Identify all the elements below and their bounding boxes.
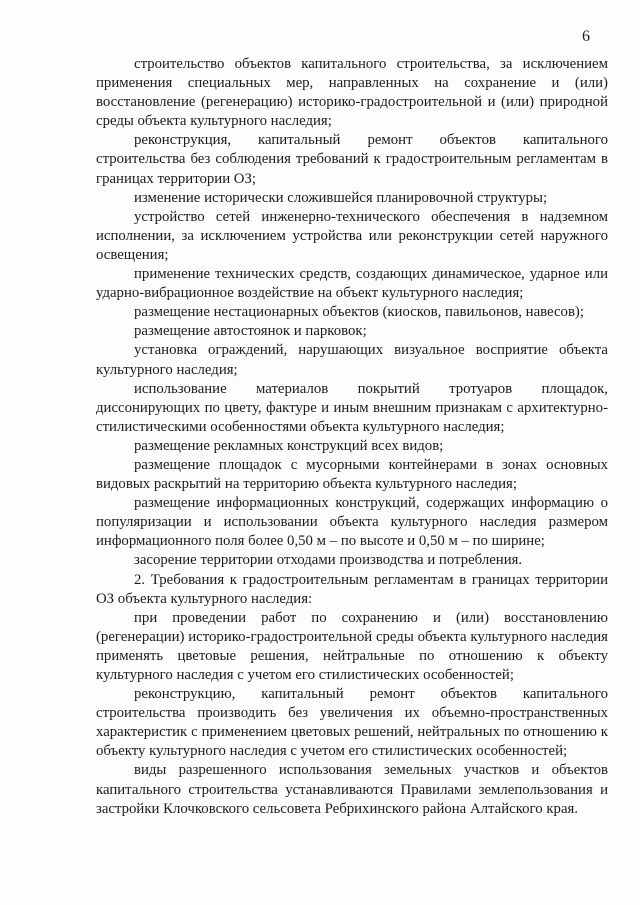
paragraph: реконструкцию, капитальный ремонт объектов капитального строительства производить без увеличения их объемно-пространственных характеристик с применением цветовых решений, нейтральных по отношению к объекту культурного наследия с учетом его стилистических особенностей; — [96, 686, 608, 760]
paragraph: изменение исторически сложившейся планировочной структуры; — [134, 189, 548, 206]
paragraph: при проведении работ по сохранению и (или) восстановлению (регенерации) историко-градостроительной среды объекта культурного наследия применять цветовые решения, нейтральные по отношению к объекту культурного наследия с учетом его стилистических особенностей; — [96, 609, 608, 683]
paragraph: размещение информационных конструкций, содержащих информацию о популяризации и использовании объекта культурного наследия размером информационного поля более 0,50 м – по высоте и 0,50 м – по ширине; — [96, 495, 608, 550]
paragraph: использование материалов покрытий тротуаров площадок, диссонирующих по цвету, фактуре и иным внешним признакам с архитектурно-стилистическими особенностями объекта культурного наследия; — [96, 380, 608, 435]
paragraph: размещение рекламных конструкций всех видов; — [134, 437, 444, 454]
paragraph: установка ограждений, нарушающих визуальное восприятие объекта культурного наследия; — [96, 342, 608, 378]
section-heading-paragraph: 2. Требования к градостроительным регламентам в границах территории ОЗ объекта культурного наследия: — [96, 571, 608, 607]
document-body — [96, 55, 608, 819]
paragraph: устройство сетей инженерно-технического обеспечения в надземном исполнении, за исключением устройства или реконструкции сетей наружного освещения; — [96, 208, 608, 263]
page-number: 6 — [582, 28, 590, 45]
paragraph: применение технических средств, создающих динамическое, ударное или ударно-вибрационное воздействие на объект культурного наследия; — [96, 266, 608, 302]
paragraph: размещение площадок с мусорными контейнерами в зонах основных видовых раскрытий на территорию объекта культурного наследия; — [96, 456, 608, 493]
paragraph: размещение автостоянок и парковок; — [134, 323, 367, 340]
paragraph: засорение территории отходами производства и потребления. — [134, 552, 523, 569]
paragraph: виды разрешенного использования земельных участков и объектов капитального строительства устанавливаются Правилами землепользования и застройки Клочковского сельсовета Ребрихинского района Алтайского края. — [96, 762, 608, 817]
paragraph: реконструкция, капитальный ремонт объектов капитального строительства без соблюдения требований к градостроительным регламентам в границах территории ОЗ; — [96, 132, 608, 187]
paragraph: строительство объектов капитального строительства, за исключением применения специальных мер, направленных на сохранение и (или) восстановление (регенерацию) историко-градостроительной и (или) природной среды объекта культурного наследия; — [96, 56, 608, 130]
paragraph: размещение нестационарных объектов (киосков, павильонов, навесов); — [134, 304, 584, 321]
